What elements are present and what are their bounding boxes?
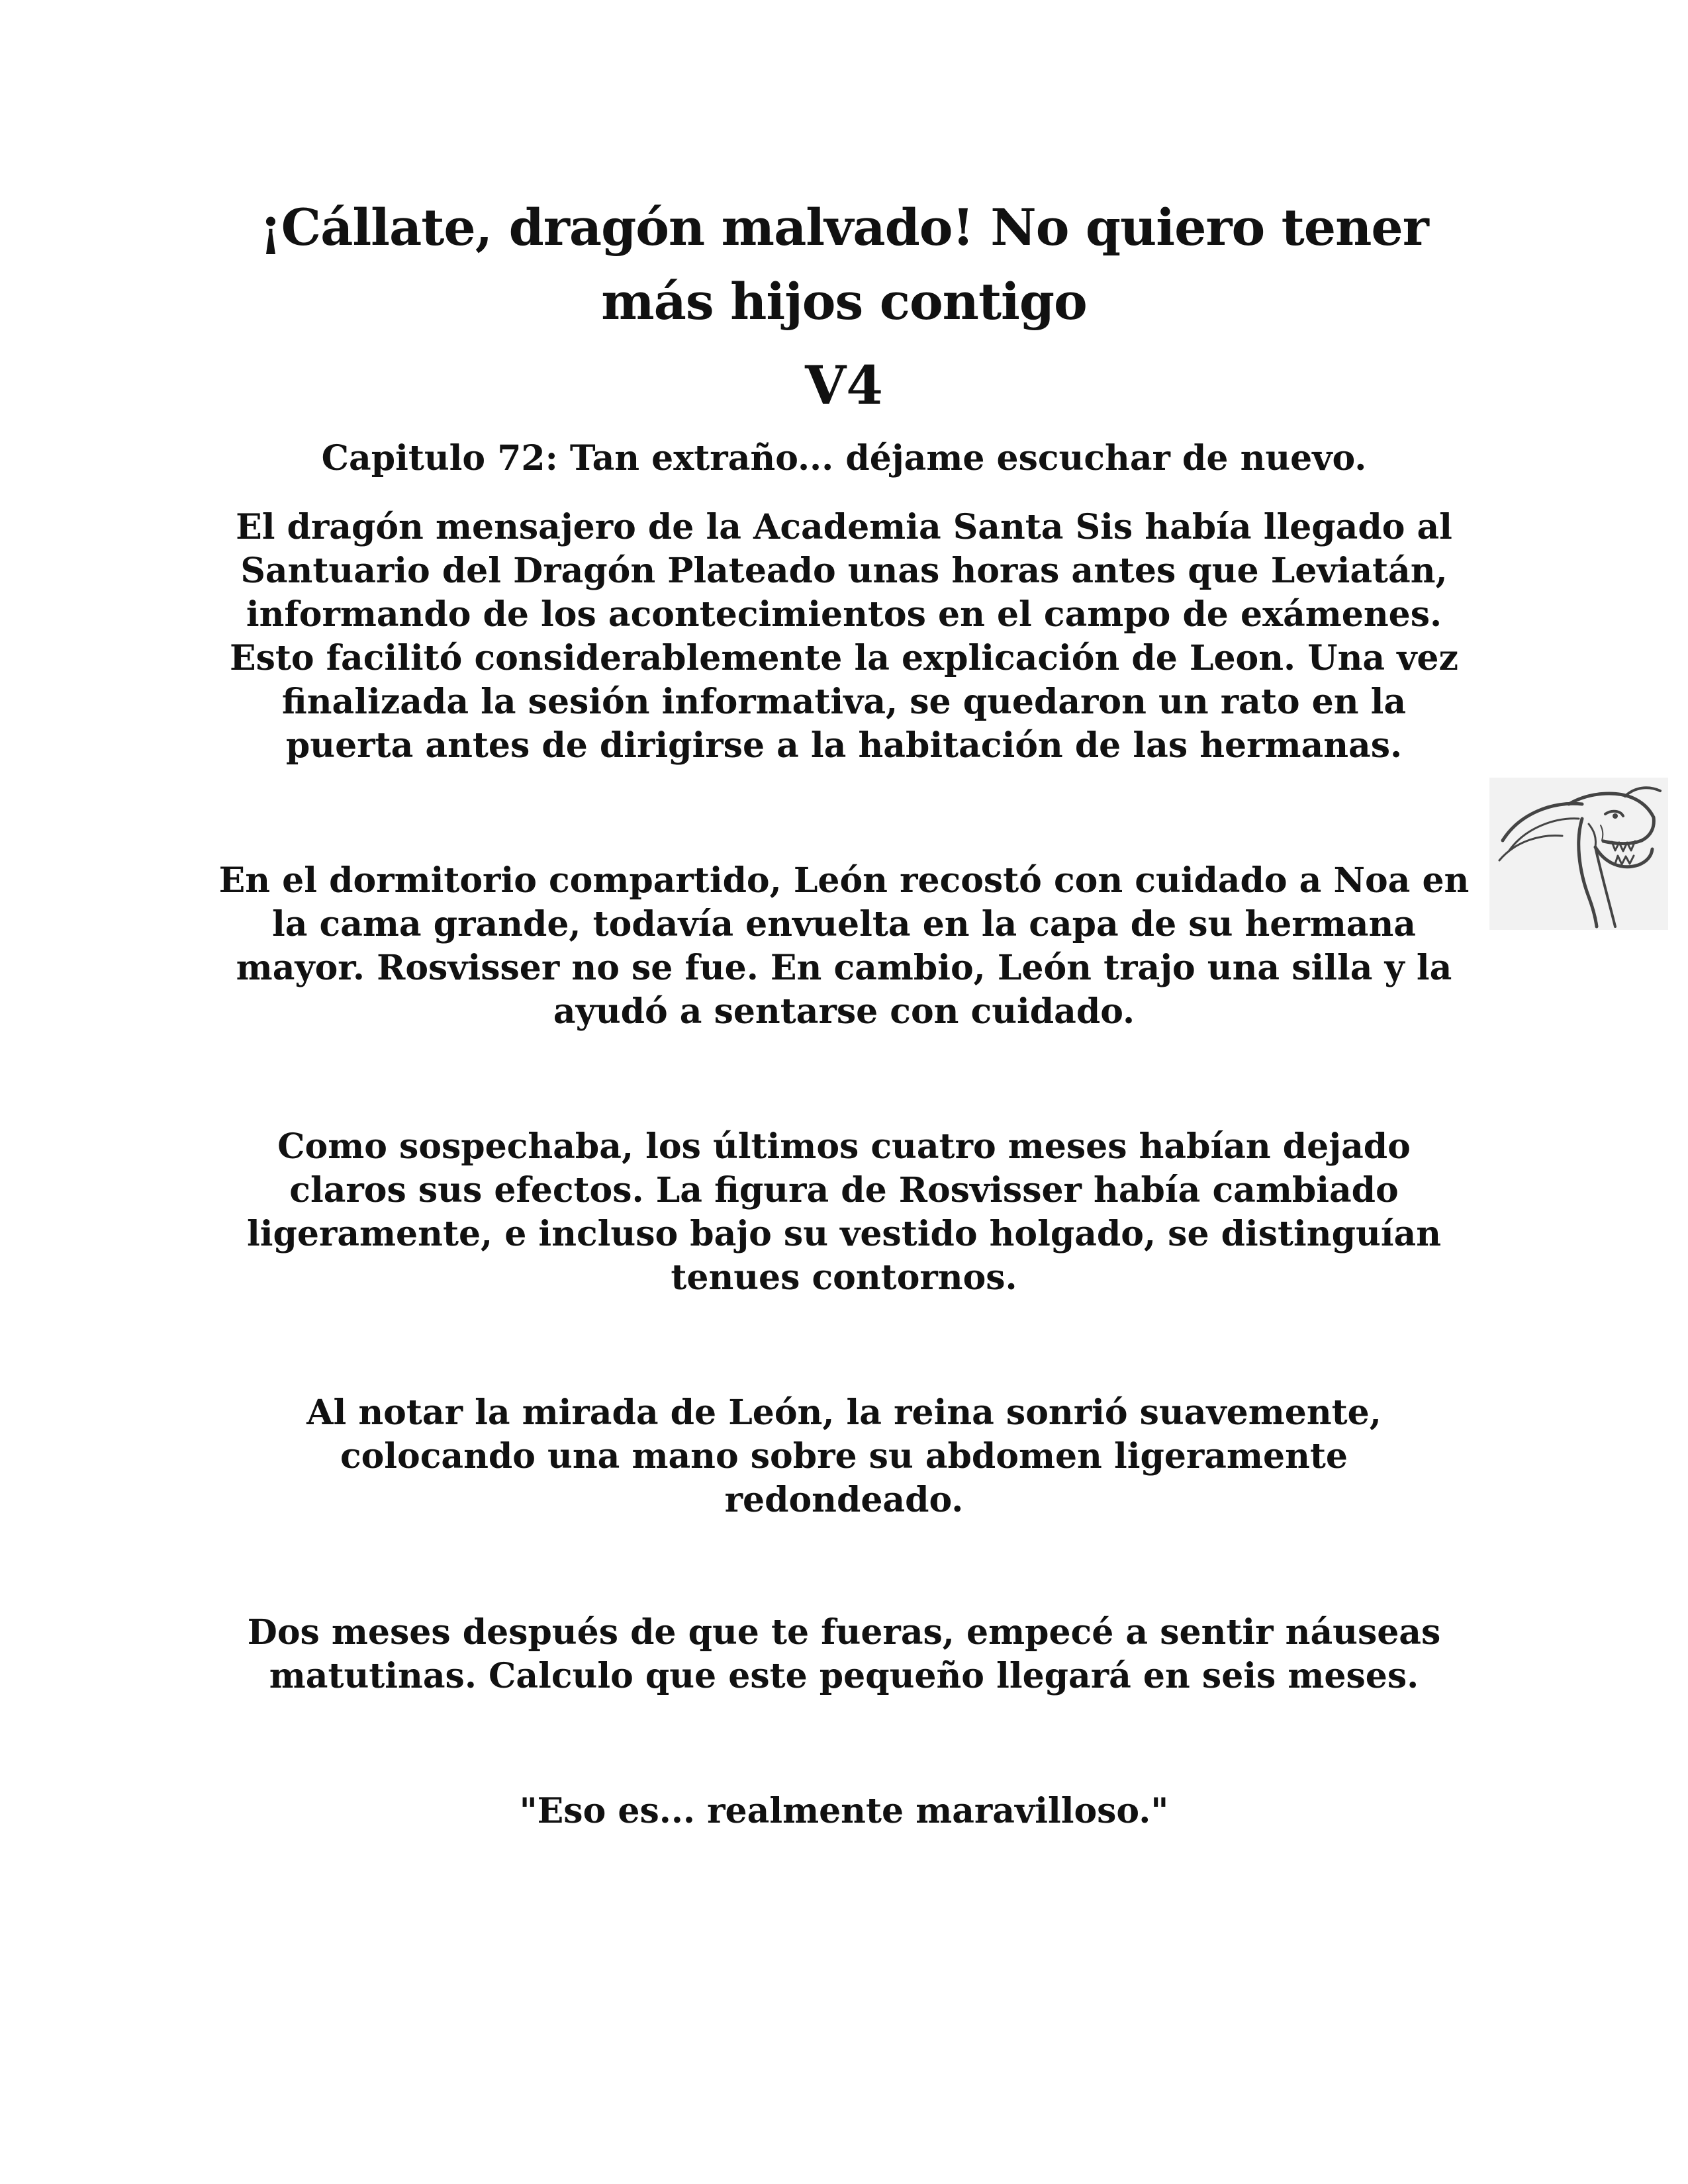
paragraph-5: Dos meses después de que te fueras, empecé a sentir náuseas matutinas. Calculo que este pequeño llegará en seis meses. [247,1612,1441,1696]
dragon-head-sketch-icon [1489,778,1668,930]
paragraph-3: Como sospechaba, los últimos cuatro meses habían dejado claros sus efectos. La figura de Rosvisser había cambiado ligeramente, e incluso bajo su vestido holgado, se distinguían tenues contornos. [246,1126,1442,1298]
paragraph-1: El dragón mensajero de la Academia Santa Sis había llegado al Santuario del Dragón Plateado unas horas antes que Leviatán, informando de los acontecimientos en el campo de exámenes. Esto facilitó considerablemente la explicación de Leon. Una vez finalizada la sesión informativa, se quedaron un rato en la puerta antes de dirigirse a la habitación de las hermanas. [229,507,1459,766]
chapter-heading: Capitulo 72: Tan extraño... déjame escuchar de nuevo. [321,438,1367,478]
paragraph-4: Al notar la mirada de León, la reina sonrió suavemente, colocando una mano sobre su abdomen ligeramente redondeado. [306,1392,1382,1520]
volume-label: V4 [805,354,883,416]
paragraph-6: "Eso es... realmente maravilloso." [519,1791,1169,1831]
document-title: ¡Cállate, dragón malvado! No quiero tener más hijos contigo [259,198,1429,331]
paragraph-2: En el dormitorio compartido, León recostó con cuidado a Noa en la cama grande, todavía envuelta en la capa de su hermana mayor. Rosvisser no se fue. En cambio, León trajo una silla y la ayudó a sentarse con cuidado. [218,860,1470,1032]
